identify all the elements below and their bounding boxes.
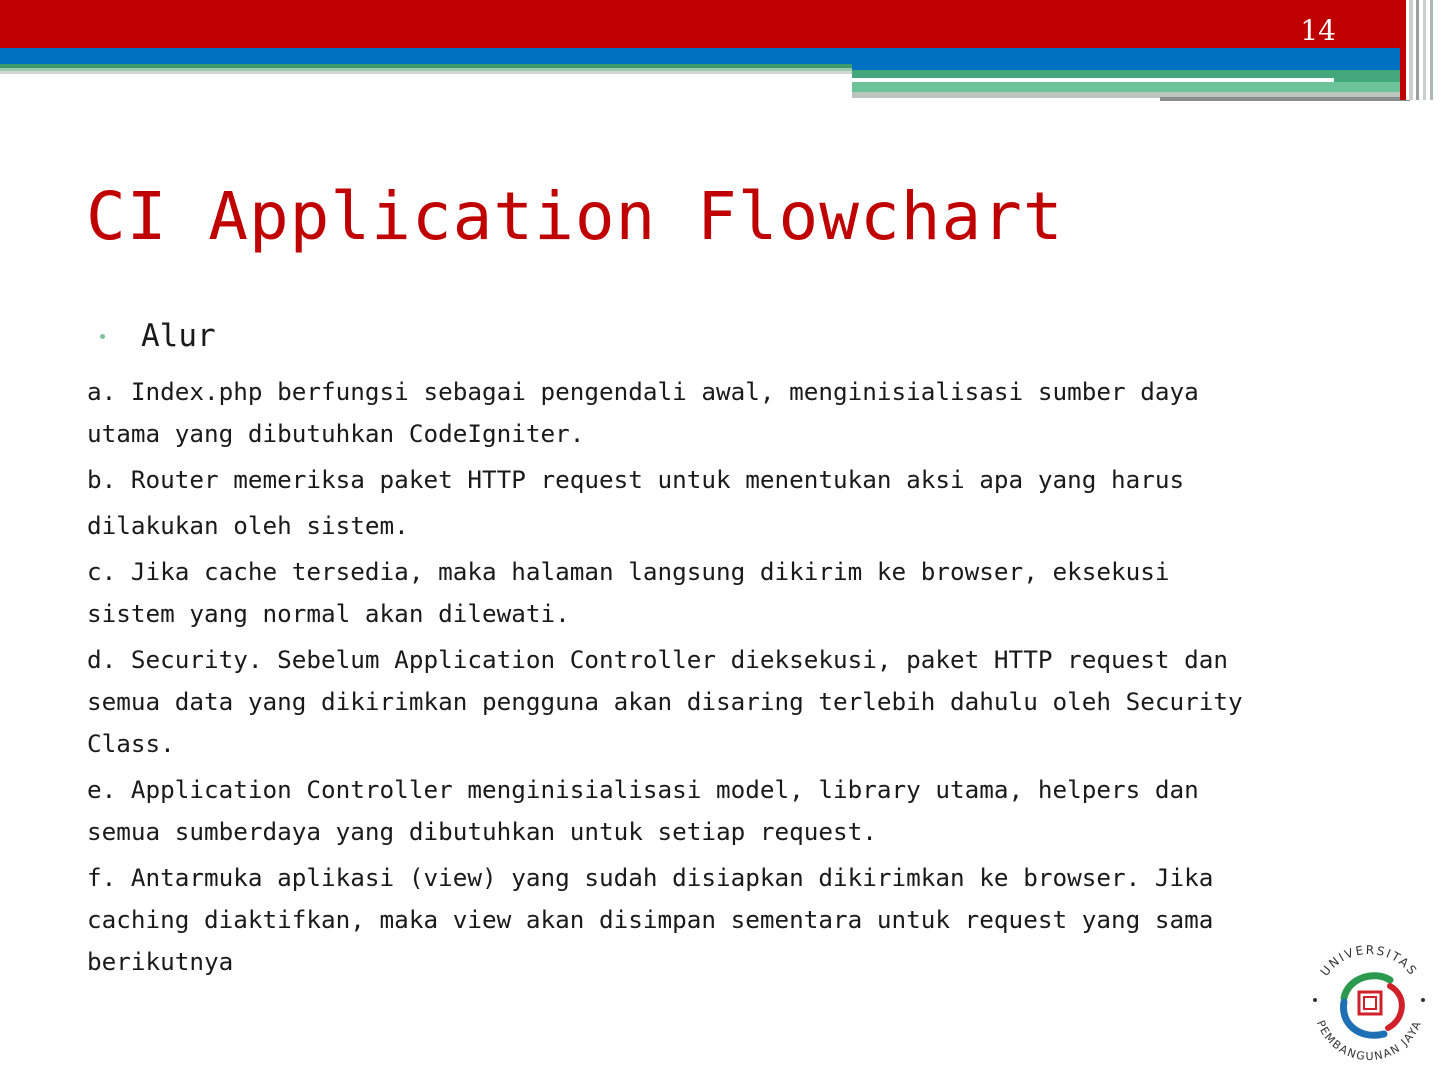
page-number: 14 [1300,14,1336,47]
flow-steps [87,371,1367,987]
bullet-dot-icon [100,334,105,339]
bullet-text: Alur [141,318,216,354]
step-line: utama yang dibutuhkan CodeIgniter. [87,419,585,448]
step-line: c. Jika cache tersedia, maka halaman langsung dikirim ke browser, eksekusi [87,557,1170,586]
step-line: f. Antarmuka aplikasi (view) yang sudah disiapkan dikirimkan ke browser. Jika [87,863,1214,892]
header-line [852,82,1400,92]
step-line: e. Application Controller menginisialisasi model, library utama, helpers dan [87,775,1199,804]
logo-top-text: UNIVERSITAS [1317,942,1421,979]
step-line: berikutnya [87,947,234,976]
flow-step-a [87,371,1367,455]
svg-text:PEMBANGUNAN JAYA [1314,1018,1424,1063]
header-line [1160,97,1410,101]
header-line [852,70,1400,78]
step-line: a. Index.php berfungsi sebagai pengendali awal, menginisialisasi sumber daya [87,377,1199,406]
header-blue-band-left [0,48,852,64]
step-line: b. Router memeriksa paket HTTP request untuk menentukan aksi apa yang harus [87,465,1185,494]
university-seal-icon [1304,940,1434,1070]
header-red-band [0,0,1400,48]
flow-step-e [87,769,1367,853]
step-line: Class. [87,729,175,758]
step-line: semua sumberdaya yang dibutuhkan untuk setiap request. [87,817,877,846]
flow-step-c [87,551,1367,635]
step-line: semua data yang dikirimkan pengguna akan disaring terlebih dahulu oleh Security [87,687,1243,716]
flow-step-d [87,639,1367,765]
step-line: dilakukan oleh sistem. [87,511,409,540]
flow-step-b [87,459,1367,547]
slide-title: CI Application Flowchart [86,178,1064,255]
header-line [0,71,852,74]
header-blue-band-right [852,48,1400,70]
logo-bottom-text: PEMBANGUNAN JAYA [1313,1018,1425,1064]
header-vertical-bars [1400,0,1440,100]
flow-step-f [87,857,1367,983]
step-line: caching diaktifkan, maka view akan disimpan sementara untuk request yang sama [87,905,1214,934]
step-line: sistem yang normal akan dilewati. [87,599,570,628]
step-line: d. Security. Sebelum Application Controller dieksekusi, paket HTTP request dan [87,645,1228,674]
bullet-item [100,318,216,354]
